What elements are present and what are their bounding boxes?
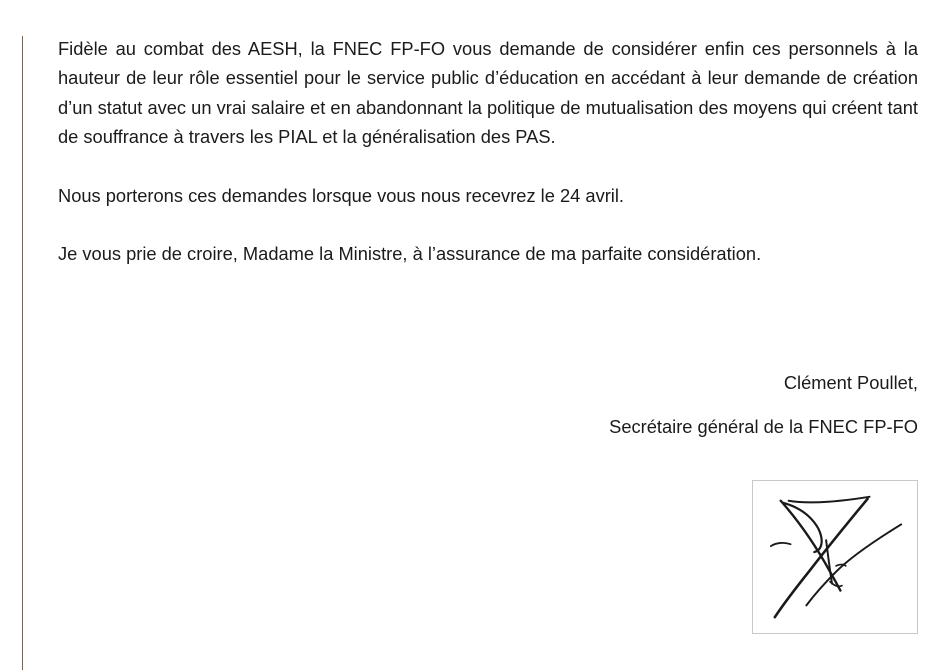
paragraph-aesh-demand: Fidèle au combat des AESH, la FNEC FP-FO vous demande de considérer enfin ces personnels à la hauteur de leur rôle essentiel pour le service public d’éducation en accédant à leur demande de création d’un statut avec un vrai salaire et en abandonnant la politique de mutualisation des moyens qui créent tant de souffrance à travers les PIAL et la généralisation des PAS. (58, 38, 918, 148)
paragraph-meeting: Nous porterons ces demandes lorsque vous nous recevrez le 24 avril. (58, 184, 624, 206)
paragraph-spacer (58, 210, 918, 239)
signatory-name: Clément Poullet, (783, 372, 918, 393)
margin-rule (22, 36, 23, 670)
signature-frame (752, 480, 918, 634)
paragraph-spacer (58, 152, 918, 181)
handwritten-signature (753, 481, 917, 633)
letter-body (58, 34, 918, 268)
paragraph-closing-formula: Je vous prie de croire, Madame la Ministre, à l’assurance de ma parfaite considération. (58, 243, 762, 265)
signatory-title: Secrétaire général de la FNEC FP-FO (609, 416, 918, 437)
